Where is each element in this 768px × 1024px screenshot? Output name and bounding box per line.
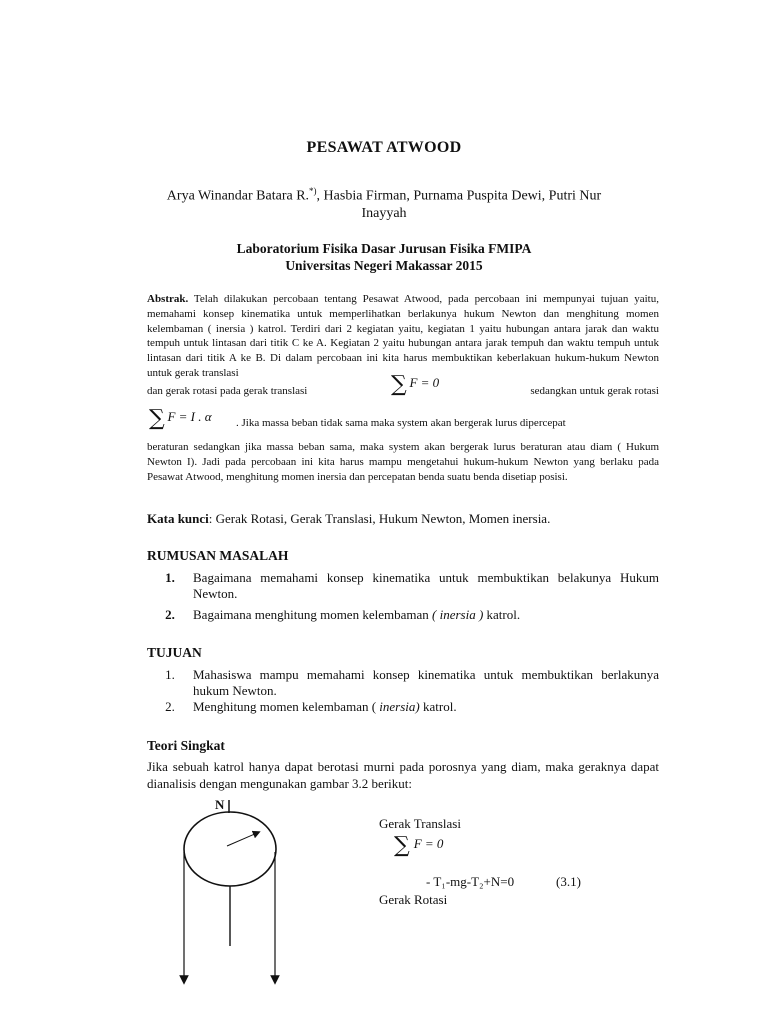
- author-superscript: *): [309, 186, 317, 196]
- rotation-arrow: [227, 833, 257, 846]
- list-text-italic: ( inersia ): [432, 607, 484, 622]
- figure-equation: F = 0: [413, 836, 444, 851]
- figure-gerak-translasi: Gerak Translasi: [379, 816, 461, 831]
- author-line-2: Inayyah: [361, 205, 407, 221]
- section-heading-teori: Teori Singkat: [147, 738, 225, 753]
- sum-symbol-2: ∑: [149, 406, 165, 431]
- affiliation: [0, 240, 768, 274]
- figure-gerak-rotasi: Gerak Rotasi: [379, 892, 448, 907]
- abstract-eq-line-right: sedangkan untuk gerak rotasi: [530, 385, 659, 397]
- figure-label-n: N: [215, 797, 225, 812]
- list-text: Bagaimana memahami konsep kinematika untuk membuktikan belakunya Hukum Newton.: [193, 570, 659, 601]
- list-item: [147, 570, 659, 602]
- list-number: 2.: [165, 607, 175, 622]
- affiliation-line-1: Laboratorium Fisika Dasar Jurusan Fisika FMIPA: [236, 241, 532, 256]
- equation-number-3-1: (3.1): [556, 874, 581, 889]
- abstract-paragraph-2: beraturan sedangkan jika massa beban sama, maka system akan bergerak lurus beraturan atau diam ( Hukum Newton I). Jadi pada percobaan ini kita harus mampu mengetahui hukum-hukum Newton yang berlaku pada Pesawat Atwood, menghitung momen inersia dan percepatan benda suatu benda disetiap posisi.: [147, 441, 659, 483]
- list-text-part: katrol.: [483, 607, 521, 622]
- abstract-eq-line-left: dan gerak rotasi pada gerak translasi: [147, 385, 308, 397]
- author-list: [150, 183, 618, 222]
- author-line: Arya Winandar Batara R.: [166, 188, 310, 204]
- list-text: [193, 607, 659, 623]
- affiliation-line-2: Universitas Negeri Makassar 2015: [285, 258, 483, 273]
- sum-equation-translasi: [391, 372, 439, 397]
- equation-3-1: - T₁-mg-T₂+N=0: [426, 874, 515, 889]
- abstract-label: Abstrak.: [147, 293, 189, 305]
- sum-symbol-3: ∑: [394, 833, 410, 858]
- list-number: 1.: [165, 570, 175, 585]
- equation-sum-f-zero: F = 0: [409, 375, 440, 390]
- list-item: [147, 667, 659, 699]
- pulley-circle: [184, 812, 276, 886]
- list-text-part: Menghitung momen kelembaman (: [193, 699, 380, 714]
- list-text-part: katrol.: [419, 699, 457, 714]
- paper-title: PESAWAT ATWOOD: [306, 139, 462, 156]
- list-text: Mahasiswa mampu memahami konsep kinematika untuk membuktikan berlakunya hukum Newton.: [193, 667, 659, 698]
- abstract-text-1: Telah dilakukan percobaan tentang Pesawat Atwood, pada percobaan ini mempunyai tujuan yaitu, memahami konsep kinematika untuk memperlihatkan berlakunya hukum Newton dan menghitung momen kelembaman ( inersia ) katrol. Terdiri dari 2 kegiatan yaitu, kegiatan 1 yaitu hubungan antara jarak dan waktu tempuh untuk lintasan dari titik C ke A. Kegiatan 2 yaitu hubungan antara jarak tempuh dan waktu tempuh untuk lintasan dari titik A ke B. Di dalam percobaan ini kita harus membuktikan keberlakuan hukum-hukum Newton untuk gerak translasi: [147, 293, 659, 379]
- sum-symbol: ∑: [391, 372, 407, 397]
- equation-sum-f-inertia: F = I . α: [167, 409, 212, 424]
- list-text-part: Bagaimana menghitung momen kelembaman: [193, 607, 432, 622]
- list-text: [193, 699, 659, 715]
- sum-equation-rotasi: [149, 406, 212, 431]
- abstract-paragraph-1: [147, 292, 659, 381]
- list-number: 2.: [165, 699, 175, 714]
- section-heading-tujuan: TUJUAN: [147, 645, 202, 660]
- tujuan-list: [147, 667, 659, 720]
- keywords: [147, 511, 667, 527]
- abstract-equation-line-2: [147, 406, 659, 436]
- rumusan-list: [147, 570, 659, 628]
- abstract-eq-line-2-text: . Jika massa beban tidak sama maka system akan bergerak lurus dipercepat: [236, 417, 566, 429]
- keywords-label: Kata kunci: [147, 511, 209, 526]
- list-text-italic: inersia): [379, 699, 420, 714]
- list-number: 1.: [165, 667, 175, 682]
- pulley-diagram: [160, 800, 300, 1024]
- keywords-text: : Gerak Rotasi, Gerak Translasi, Hukum Newton, Momen inersia.: [208, 511, 551, 526]
- list-item: [147, 607, 659, 623]
- section-heading-rumusan: RUMUSAN MASALAH: [147, 548, 289, 563]
- figure-sum-equation: [394, 833, 443, 858]
- list-item: [147, 699, 659, 715]
- abstract-equation-line-1: [147, 372, 659, 402]
- teori-paragraph: Jika sebuah katrol hanya dapat berotasi murni pada porosnya yang diam, maka geraknya dapat dianalisis dengan mengunakan gambar 3.2 berikut:: [147, 759, 659, 791]
- author-line-rest: , Hasbia Firman, Purnama Puspita Dewi, Putri Nur: [316, 188, 602, 204]
